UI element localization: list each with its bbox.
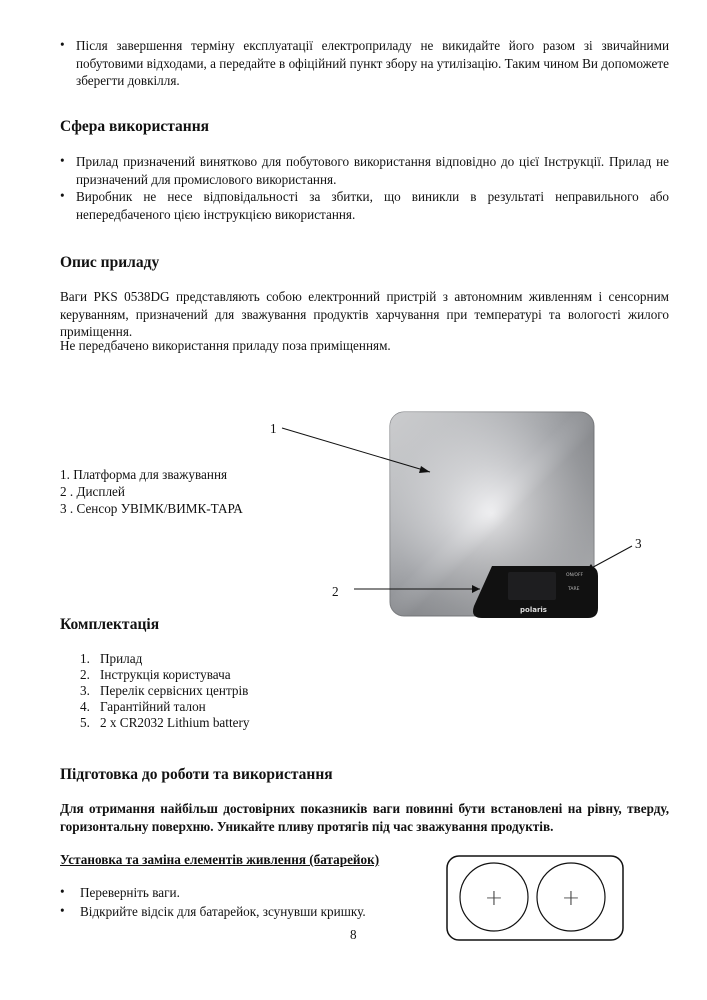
legend-item-1: 1. Платформа для зважування bbox=[60, 467, 228, 482]
usage-bullet-2: Виробник не несе відповідальності за збитки, що виникли в результаті неправильного або непередбаченого цією інструкцією використання. bbox=[76, 189, 669, 222]
list-item-number: 3. bbox=[80, 683, 90, 698]
tare-button: TARE bbox=[568, 587, 580, 592]
list-item: Прилад bbox=[100, 651, 143, 666]
scale-illustration bbox=[270, 400, 670, 622]
description-heading: Опис приладу bbox=[60, 254, 160, 271]
legend-item-2: 2 . Дисплей bbox=[60, 484, 125, 499]
description-paragraph: Ваги PKS 0538DG представляють собою електронний пристрій з автономним живленням і сенсорним керуванням, призначений для зважування продуктів харчування при температурі та вологості жилого приміщення. bbox=[60, 289, 669, 339]
bullet-marker: • bbox=[60, 903, 65, 918]
preparation-note: Для отримання найбільш достовірних показників ваги повинні бути встановлені на рівну, тверду, горизонтальну поверхню. Уникайте пливу протягів під час зважування продуктів. bbox=[60, 801, 669, 834]
bullet-marker: • bbox=[60, 188, 65, 203]
list-item: Інструкція користувача bbox=[100, 667, 231, 682]
description-note: Не передбачено використання приладу поза приміщенням. bbox=[60, 338, 391, 353]
plus-icon: + bbox=[484, 886, 504, 911]
usage-bullet-1: Прилад призначений винятково для побутового використання відповідно до цієї Інструкції. Прилад не призначений для промислового використання. bbox=[76, 154, 669, 187]
prep-bullet-2: Відкрийте відсік для батарейок, зсунувши кришку. bbox=[80, 904, 366, 919]
legend-item-3: 3 . Сенсор УВІМК/ВИМК-ТАРА bbox=[60, 501, 243, 516]
onoff-button: ON/OFF bbox=[566, 573, 584, 578]
list-item: 2 x CR2032 Lithium battery bbox=[100, 715, 250, 730]
preparation-heading: Підготовка до роботи та використання bbox=[60, 766, 333, 783]
callout-3: 3 bbox=[635, 536, 642, 551]
bullet-marker: • bbox=[60, 37, 65, 52]
list-item-number: 4. bbox=[80, 699, 90, 714]
list-item-number: 5. bbox=[80, 715, 90, 730]
disposal-paragraph: Після завершення терміну експлуатації електроприладу не викидайте його разом зі звичайними побутовими відходами, а передайте в офіційний пункт збору на утилізацію. Таким чином Ви допоможете зберегти довкілля. bbox=[76, 38, 669, 88]
display-screen bbox=[508, 572, 556, 600]
plus-icon: + bbox=[561, 886, 581, 911]
prep-bullet-1: Переверніть ваги. bbox=[80, 885, 180, 900]
bullet-marker: • bbox=[60, 884, 65, 899]
usage-heading: Сфера використання bbox=[60, 118, 210, 135]
callout-1: 1 bbox=[270, 421, 277, 436]
list-item: Перелік сервісних центрів bbox=[100, 683, 249, 698]
page-number: 8 bbox=[350, 927, 357, 942]
brand-logo: polaris bbox=[520, 606, 547, 614]
battery-subheading: Установка та заміна елементів живлення (батарейок) bbox=[60, 852, 380, 867]
bullet-marker: • bbox=[60, 153, 65, 168]
battery-compartment-diagram bbox=[446, 855, 624, 941]
callout-2: 2 bbox=[332, 584, 339, 599]
package-heading: Комплектація bbox=[60, 616, 160, 633]
list-item: Гарантійний талон bbox=[100, 699, 206, 714]
list-item-number: 1. bbox=[80, 651, 90, 666]
list-item-number: 2. bbox=[80, 667, 90, 682]
